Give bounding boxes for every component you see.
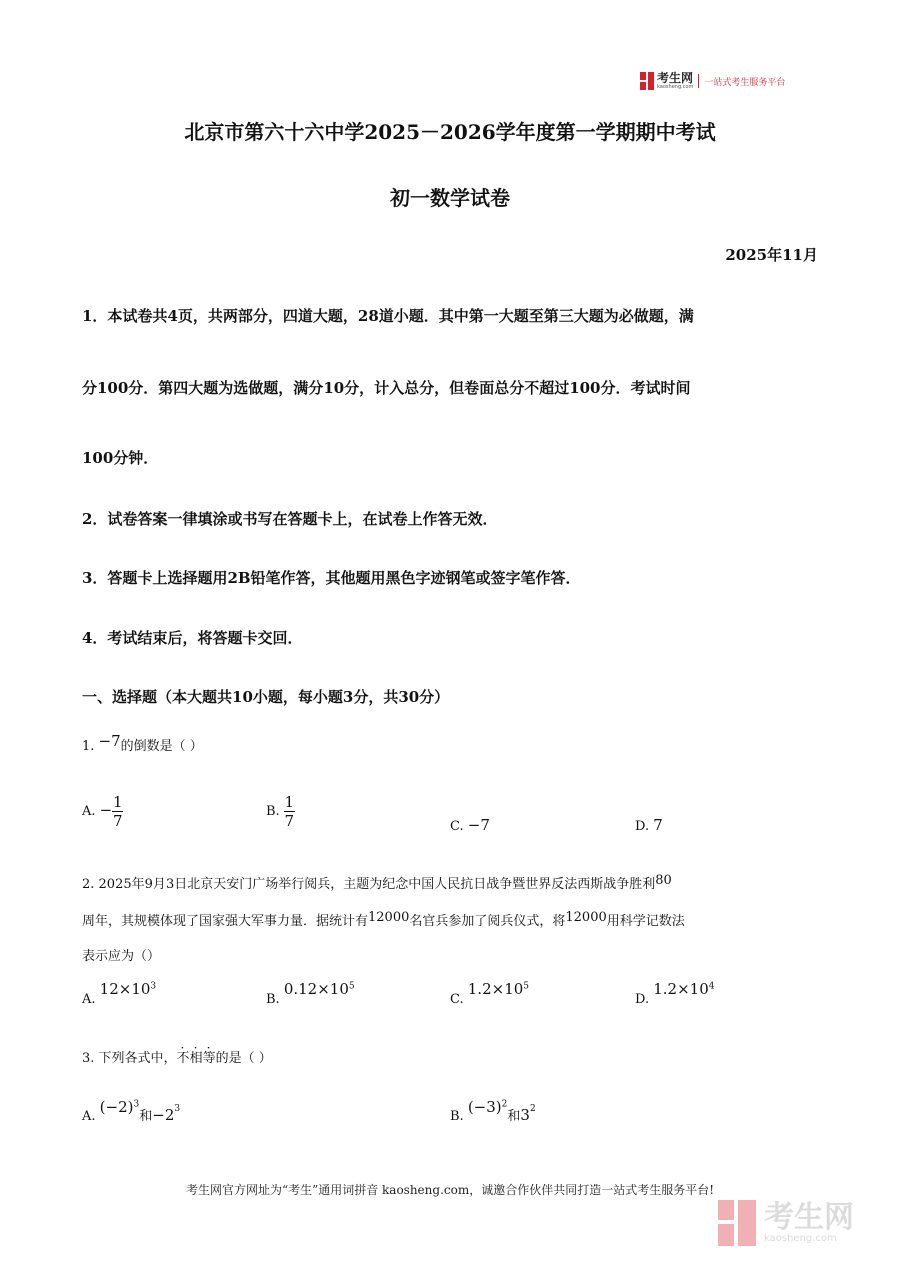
exam-date: 2025年11月 <box>725 246 818 264</box>
note-line-3: 100分钟． <box>82 449 159 467</box>
note-line-6: 4．考试结束后，将答题卡交回． <box>82 629 303 647</box>
header-logo <box>640 72 785 90</box>
logo-slogan: 一站式考生服务平台 <box>704 77 786 88</box>
question-2-line-3: 表示应为（） <box>82 949 161 964</box>
logo-icon <box>640 72 654 90</box>
q1-option-a: A. − $\frac{1}{7}$ <box>82 793 123 830</box>
logo-url: kaosheng.com <box>657 84 694 90</box>
question-2-line-1: 2. 2025年9月3日北京天安门广场举行阅兵，主题为纪念中国人民抗日战争暨世界反法西斯战争胜利80 <box>82 873 672 892</box>
watermark-name: 考生网 <box>764 1199 854 1235</box>
note-line-1: 1．本试卷共4页，共两部分，四道大题，28道小题．其中第一大题至第三大题为必做题，满 <box>82 307 694 325</box>
note-line-4: 2．试卷答案一律填涂或书写在答题卡上，在试卷上作答无效． <box>82 510 498 528</box>
q1-option-d: D. 7 <box>635 816 663 834</box>
q2-option-b: B. $0.12\times 10^5$ <box>266 980 355 1007</box>
question-3: 3. 下列各式中，不相等的是（ ） <box>82 1051 272 1066</box>
watermark <box>718 1200 854 1246</box>
question-1: 1. −7的倒数是（ ） <box>82 732 203 754</box>
exam-title: 北京市第六十六中学2025－2026学年度第一学期期中考试 <box>184 120 716 144</box>
q1-option-b: B. $\frac{1}{7}$ <box>266 793 295 830</box>
logo-divider <box>698 74 699 88</box>
note-line-5: 3．答题卡上选择题用2B铅笔作答，其他题用黑色字迹钢笔或签字笔作答． <box>82 569 581 587</box>
watermark-logo-icon <box>718 1200 758 1246</box>
footer-text: 考生网官方网址为“考生”通用词拼音 kaosheng.com，诚邀合作伙伴共同打造一站式考生服务平台! <box>185 1183 715 1197</box>
q3-option-b: B. $(-3)^2$和$3^2$ <box>450 1098 536 1124</box>
logo-name: 考生网 <box>657 71 694 85</box>
exam-subtitle: 初一数学试卷 <box>390 186 510 210</box>
section-heading: 一、选择题（本大题共10小题，每小题3分，共30分） <box>82 688 450 706</box>
q2-option-c: C. $1.2\times 10^5$ <box>450 980 530 1007</box>
question-2-line-2: 周年，其规模体现了国家强大军事力量．据统计有12000名官兵参加了阅兵仪式，将12000用科学记数法 <box>82 910 685 929</box>
emphasis-char: 相 <box>189 1051 203 1066</box>
emphasis-char: 不 <box>176 1051 190 1066</box>
emphasis-char: 等 <box>202 1051 216 1066</box>
q2-option-a: A. $12\times 10^3$ <box>82 980 157 1007</box>
q1-option-c: C. −7 <box>450 816 490 834</box>
q2-option-d: D. $1.2\times 10^4$ <box>635 980 715 1007</box>
q3-option-a: A. $(-2)^3$和$-2^3$ <box>82 1098 181 1124</box>
watermark-url: kaosheng.com <box>764 1232 837 1244</box>
note-line-2: 分100分．第四大题为选做题，满分10分，计入总分，但卷面总分不超过100分．考试时间 <box>82 379 691 397</box>
